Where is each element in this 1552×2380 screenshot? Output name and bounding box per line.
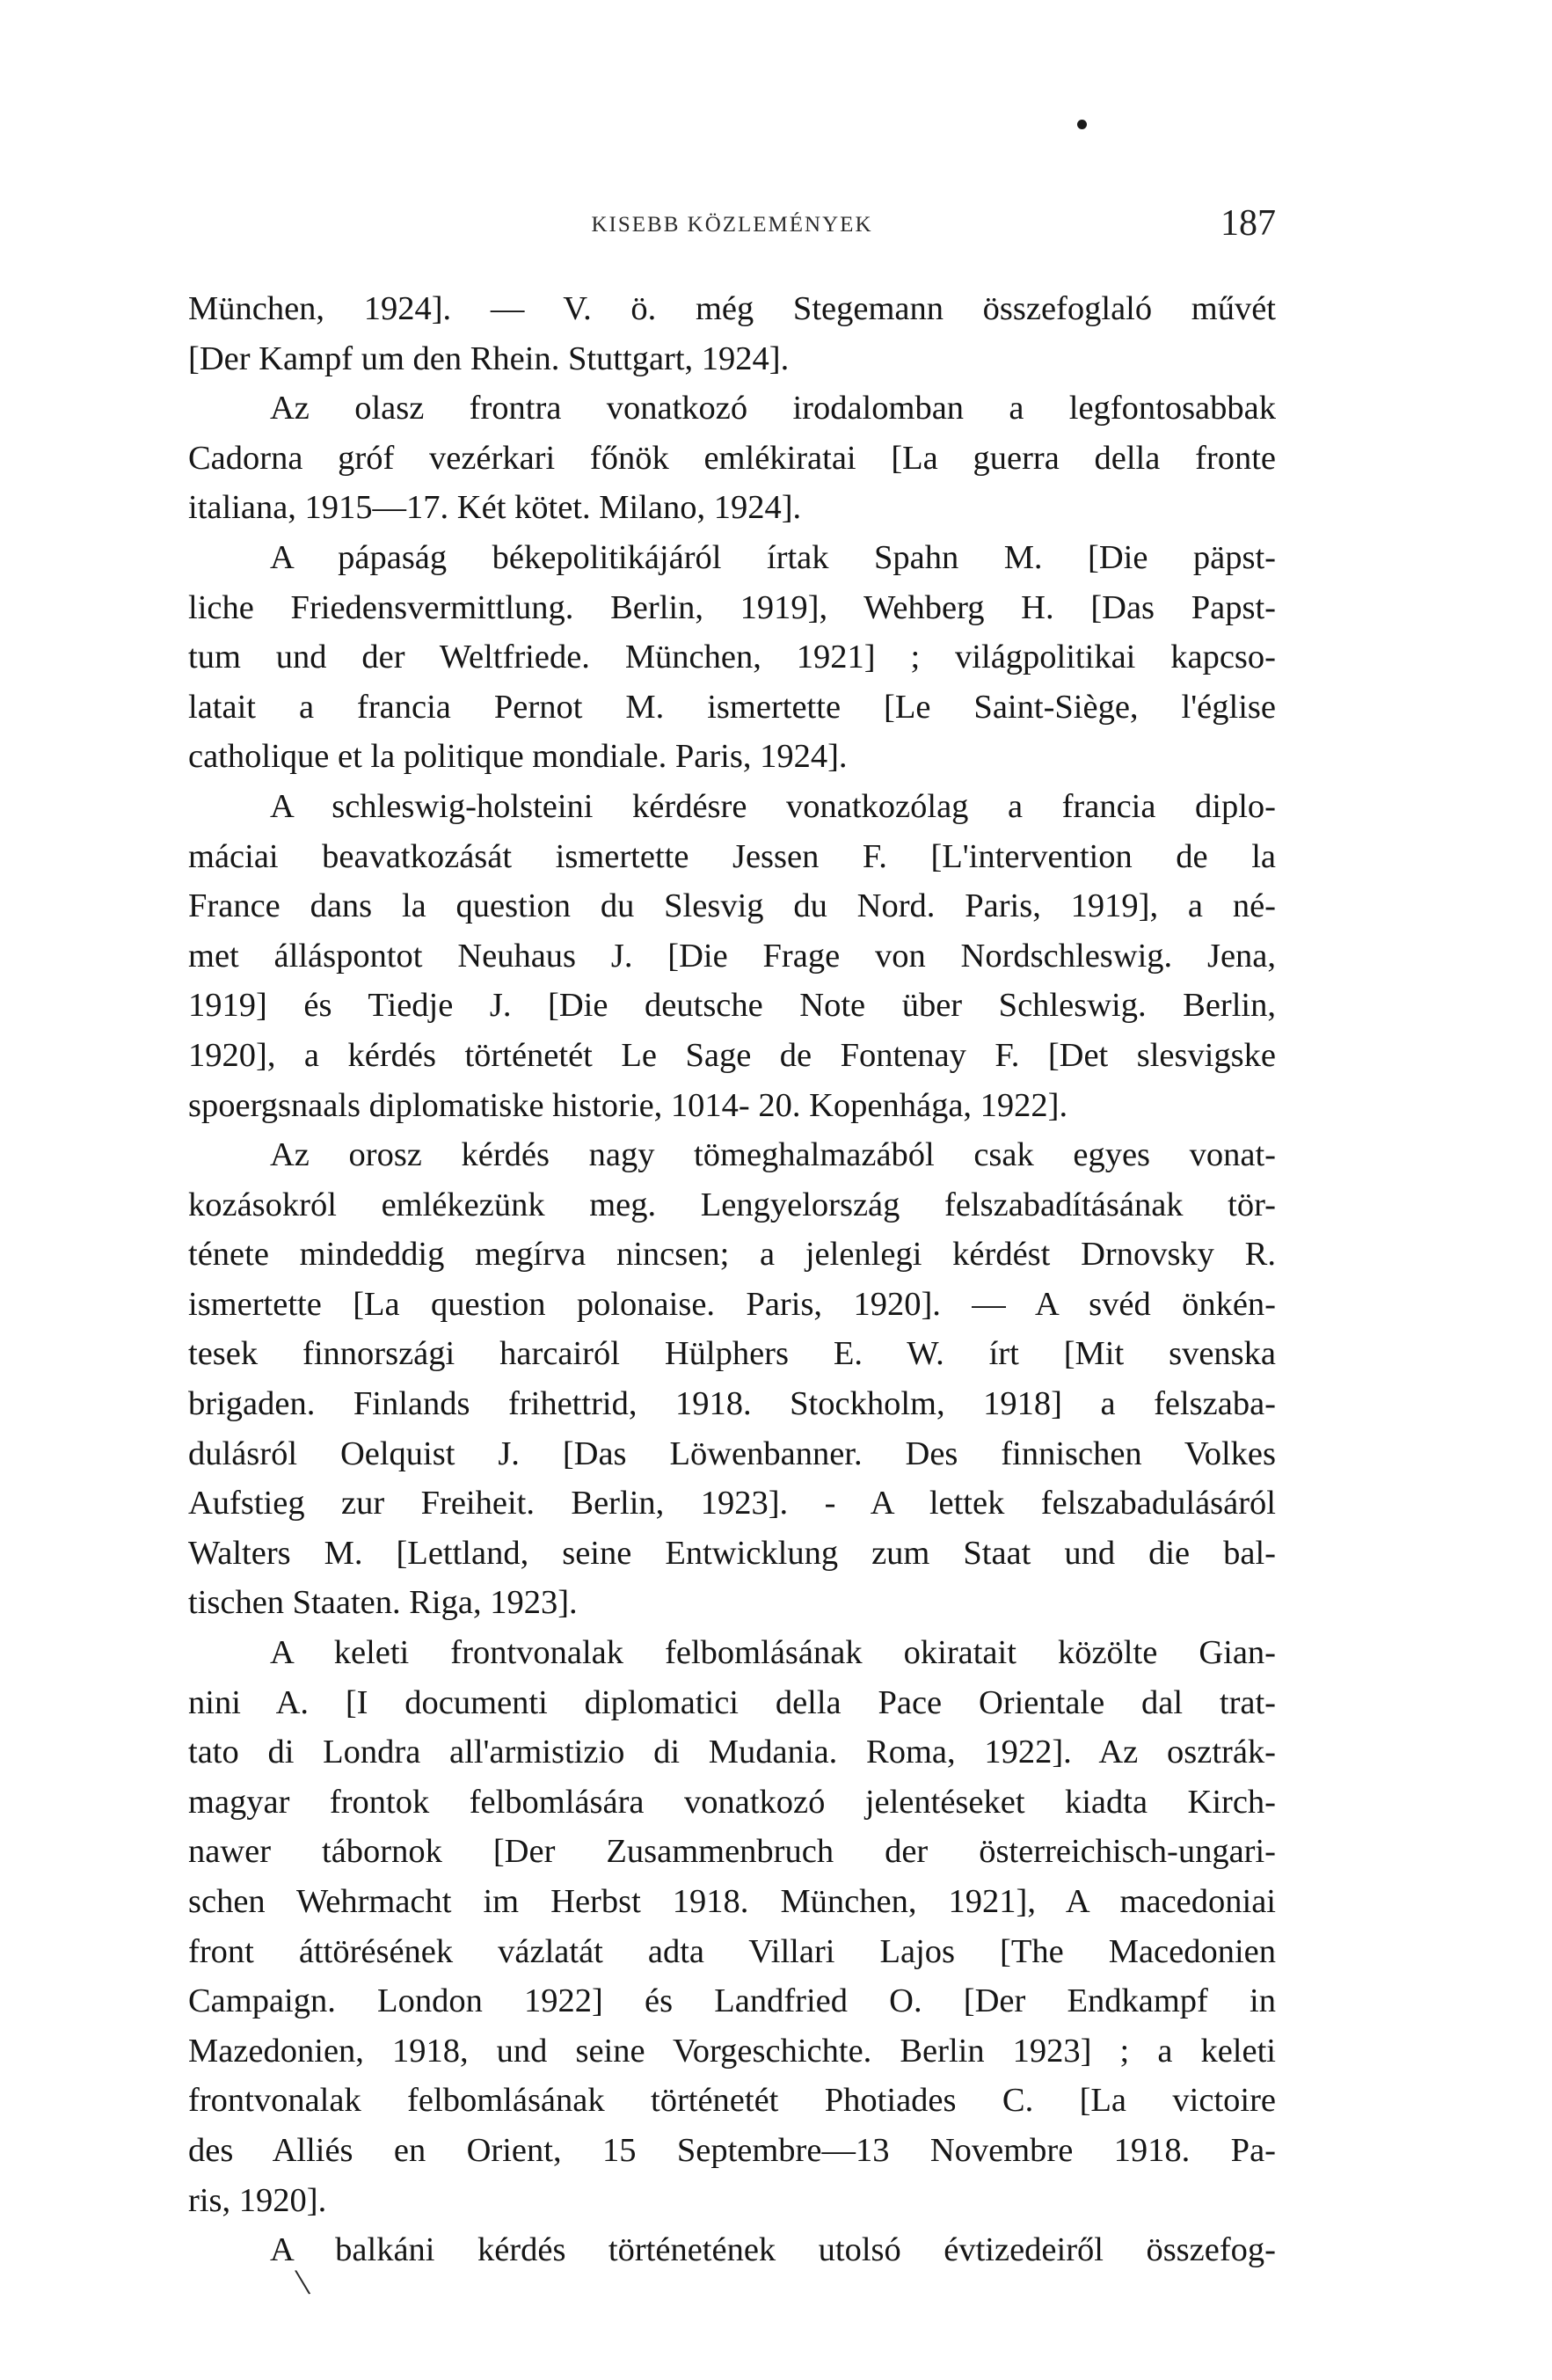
text-line: Campaign. London 1922] és Landfried O. [Der Endkampf in — [188, 1982, 1276, 2020]
text-line: A pápaság békepolitikájáról írtak Spahn M. [Die päpst- — [270, 538, 1276, 576]
text-line: liche Friedensvermittlung. Berlin, 1919], Wehberg H. [Das Papst- — [188, 588, 1276, 626]
text-line: front áttörésének vázlatát adta Villari Lajos [The Macedonien — [188, 1932, 1276, 1970]
text-line: schen Wehrmacht im Herbst 1918. München, 1921], A macedoniai — [188, 1883, 1276, 1920]
text-line: frontvonalak felbomlásának történetét Photiades C. [La victoire — [188, 2082, 1276, 2120]
text-line: Az olasz frontra vonatkozó irodalomban a legfontosabbak — [270, 390, 1276, 427]
text-line: A balkáni kérdés történetének utolsó évtizedeiről összefog- — [270, 2231, 1276, 2269]
text-line: italiana, 1915—17. Két kötet. Milano, 1924]. — [188, 489, 802, 527]
text-line: tato di Londra all'armistizio di Mudania. Roma, 1922]. Az osztrák- — [188, 1734, 1276, 1771]
text-line: A keleti frontvonalak felbomlásának okiratait közölte Gian- — [270, 1634, 1276, 1672]
text-line: nini A. [I documenti diplomatici della Pace Orientale dal trat- — [188, 1683, 1276, 1721]
text-line: catholique et la politique mondiale. Paris, 1924]. — [188, 738, 848, 776]
text-line: Az orosz kérdés nagy tömeghalmazából csak egyes vonat- — [270, 1136, 1276, 1174]
text-line: des Alliés en Orient, 15 Septembre—13 Novembre 1918. Pa- — [188, 2131, 1276, 2169]
text-line: máciai beavatkozását ismertette Jessen F. [L'intervention de la — [188, 837, 1276, 875]
text-line: Mazedonien, 1918, und seine Vorgeschichte. Berlin 1923] ; a keleti — [188, 2032, 1276, 2070]
text-line: Cadorna gróf vezérkari főnök emlékiratai [La guerra della fronte — [188, 439, 1276, 477]
text-line: magyar frontok felbomlására vonatkozó jelentéseket kiadta Kirch- — [188, 1783, 1276, 1821]
page-number: 187 — [1220, 203, 1276, 244]
text-line: tum und der Weltfriede. München, 1921] ; világpolitikai kapcso- — [188, 639, 1276, 676]
text-line: ismertette [La question polonaise. Paris, 1920]. — A svéd önkén- — [188, 1285, 1276, 1323]
ink-speck — [1077, 120, 1087, 129]
running-head: KISEBB KÖZLEMÉNYEK — [591, 213, 873, 237]
text-line: latait a francia Pernot M. ismertette [Le Saint-Siège, l'église — [188, 688, 1276, 726]
text-line: kozásokról emlékezünk meg. Lengyelország felszabadításának tör- — [188, 1186, 1276, 1223]
text-line: dulásról Oelquist J. [Das Löwenbanner. Des finnischen Volkes — [188, 1435, 1276, 1472]
text-line: met álláspontot Neuhaus J. [Die Frage von Nordschleswig. Jena, — [188, 937, 1276, 975]
text-line: ris, 1920]. — [188, 2181, 327, 2219]
text-line: A schleswig-holsteini kérdésre vonatkozólag a francia diplo- — [270, 787, 1276, 825]
stray-mark: \ — [293, 2260, 313, 2304]
text-line: 1919] és Tiedje J. [Die deutsche Note über Schleswig. Berlin, — [188, 987, 1276, 1025]
text-line: [Der Kampf um den Rhein. Stuttgart, 1924]. — [188, 339, 790, 377]
text-line: Walters M. [Lettland, seine Entwicklung zum Staat und die bal- — [188, 1534, 1276, 1572]
text-line: Aufstieg zur Freiheit. Berlin, 1923]. - A lettek felszabadulásáról — [188, 1485, 1276, 1522]
text-line: tischen Staaten. Riga, 1923]. — [188, 1584, 578, 1622]
text-line: spoergsnaals diplomatiske historie, 1014- 20. Kopenhága, 1922]. — [188, 1086, 1068, 1124]
text-line: ténete mindeddig megírva nincsen; a jelenlegi kérdést Drnovsky R. — [188, 1236, 1276, 1274]
text-line: brigaden. Finlands frihettrid, 1918. Stockholm, 1918] a felszaba- — [188, 1385, 1276, 1423]
page-header — [188, 202, 1276, 255]
text-line: tesek finnországi harcairól Hülphers E. W. írt [Mit svenska — [188, 1335, 1276, 1373]
text-line: 1920], a kérdés történetét Le Sage de Fontenay F. [Det slesvigske — [188, 1036, 1276, 1074]
text-line: München, 1924]. — V. ö. még Stegemann összefoglaló művét — [188, 290, 1276, 327]
text-line: France dans la question du Slesvig du Nord. Paris, 1919], a né- — [188, 887, 1276, 925]
body-text — [188, 284, 1276, 2275]
text-line: nawer tábornok [Der Zusammenbruch der österreichisch-ungari- — [188, 1833, 1276, 1871]
